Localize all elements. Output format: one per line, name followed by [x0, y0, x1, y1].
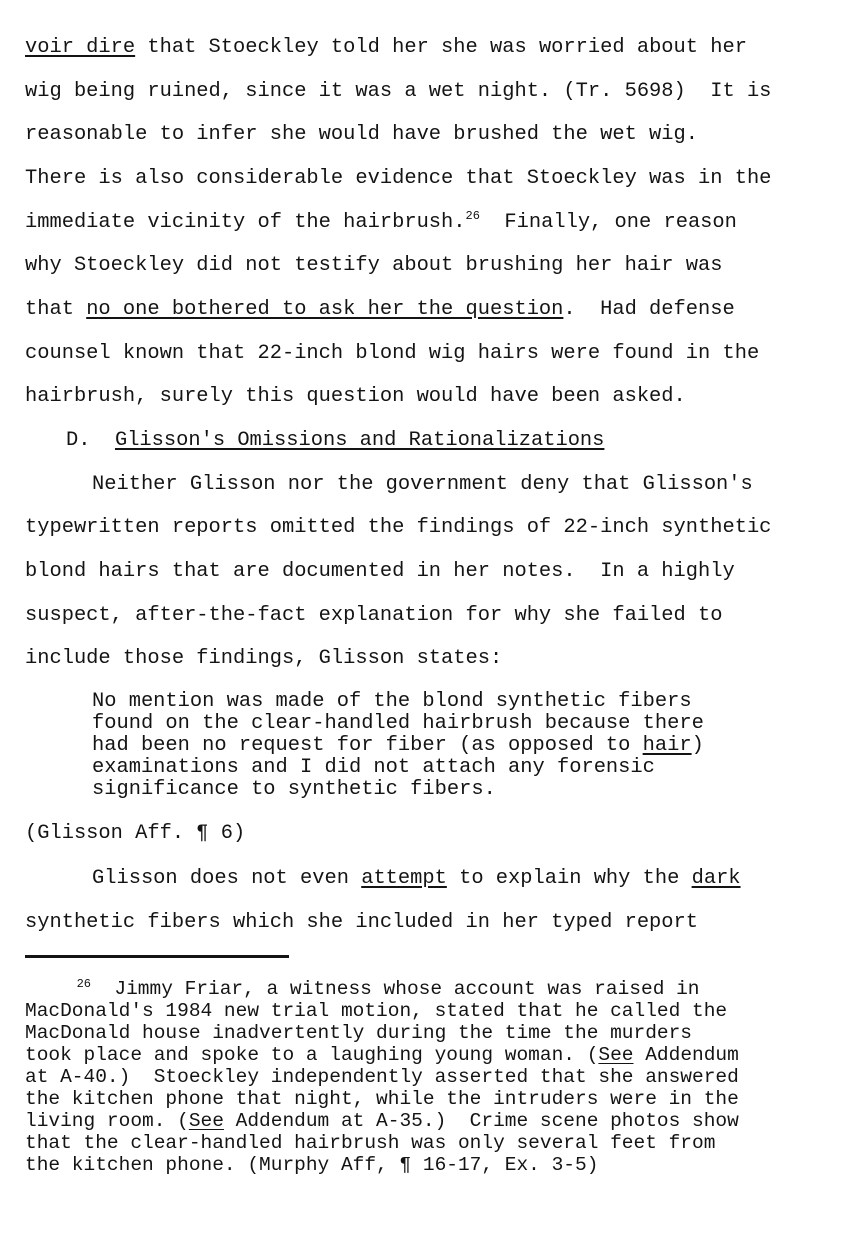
text-line: wig being ruined, since it was a wet night. (Tr. 5698) It is — [25, 80, 772, 103]
quote-line: No mention was made of the blond synthetic fibers — [92, 690, 692, 713]
underlined-text: voir dire — [25, 36, 136, 59]
text-line — [25, 298, 735, 322]
text-line — [25, 36, 747, 60]
text-span: Addendum at A-35.) Crime scene photos show — [223, 1110, 739, 1132]
footnote-number: 26 — [76, 977, 91, 991]
text-line — [25, 211, 737, 235]
footnote-line — [25, 978, 700, 1000]
quote-line: examinations and I did not attach any forensic — [92, 756, 655, 779]
text-span: immediate vicinity of the hairbrush. — [25, 211, 466, 234]
text-span: to explain why the — [446, 867, 692, 890]
text-span: Finally, one reason — [479, 211, 737, 234]
footnote-line: the kitchen phone that night, while the intruders were in the — [25, 1088, 739, 1110]
text-span: Addendum — [633, 1044, 739, 1066]
underlined-text: no one bothered to ask her the question — [86, 298, 564, 321]
quote-line: significance to synthetic fibers. — [92, 778, 496, 801]
text-line: include those findings, Glisson states: — [25, 647, 503, 670]
underlined-text: See — [188, 1110, 224, 1132]
text-span: that Stoeckley told her she was worried about her — [135, 36, 747, 59]
footnote-line: that the clear-handled hairbrush was only several feet from — [25, 1132, 716, 1154]
footnote-line: the kitchen phone. (Murphy Aff, ¶ 16-17, Ex. 3-5) — [25, 1154, 599, 1176]
underlined-text: hair — [642, 734, 692, 757]
underlined-text: attempt — [361, 867, 447, 890]
text-span: that — [25, 298, 87, 321]
text-span: took place and spoke to a laughing young woman. ( — [25, 1044, 599, 1066]
section-letter: D. — [66, 429, 115, 452]
text-line: Neither Glisson nor the government deny that Glisson's — [92, 473, 753, 496]
section-title: Glisson's Omissions and Rationalizations — [114, 429, 605, 452]
text-line: why Stoeckley did not testify about brushing her hair was — [25, 254, 723, 277]
text-line: suspect, after-the-fact explanation for why she failed to — [25, 604, 723, 627]
text-span: Jimmy Friar, a witness whose account was raised in — [91, 978, 700, 1000]
text-line: There is also considerable evidence that Stoeckley was in the — [25, 167, 772, 190]
section-heading — [66, 429, 604, 453]
text-span: living room. ( — [25, 1110, 189, 1132]
footnote-line — [25, 1044, 739, 1066]
citation: (Glisson Aff. ¶ 6) — [25, 822, 246, 845]
text-span: . Had defense — [563, 298, 735, 321]
text-line: reasonable to infer she would have brushed the wet wig. — [25, 123, 699, 146]
footnote-line — [25, 1110, 739, 1132]
footnote-line: MacDonald's 1984 new trial motion, stated that he called the — [25, 1000, 728, 1022]
text-line: typewritten reports omitted the findings of 22-inch synthetic — [25, 516, 772, 539]
footnote-line: MacDonald house inadvertently during the time the murders — [25, 1022, 693, 1044]
text-span: had been no request for fiber (as opposed to — [92, 734, 643, 757]
text-line: hairbrush, surely this question would have been asked. — [25, 385, 686, 408]
quote-line — [92, 735, 704, 757]
underlined-text: dark — [691, 867, 741, 890]
text-line: synthetic fibers which she included in her typed report — [25, 911, 699, 934]
text-line: blond hairs that are documented in her notes. In a highly — [25, 560, 735, 583]
footnote-line: at A-40.) Stoeckley independently asserted that she answered — [25, 1066, 739, 1088]
text-line — [92, 867, 741, 891]
text-span: Glisson does not even — [92, 867, 362, 890]
underlined-text: See — [598, 1044, 634, 1066]
text-line: counsel known that 22-inch blond wig hairs were found in the — [25, 342, 760, 365]
footnote-divider — [25, 955, 289, 958]
quote-line: found on the clear-handled hairbrush because there — [92, 712, 704, 735]
text-span: ) — [691, 734, 704, 757]
footnote-ref: 26 — [465, 209, 480, 223]
